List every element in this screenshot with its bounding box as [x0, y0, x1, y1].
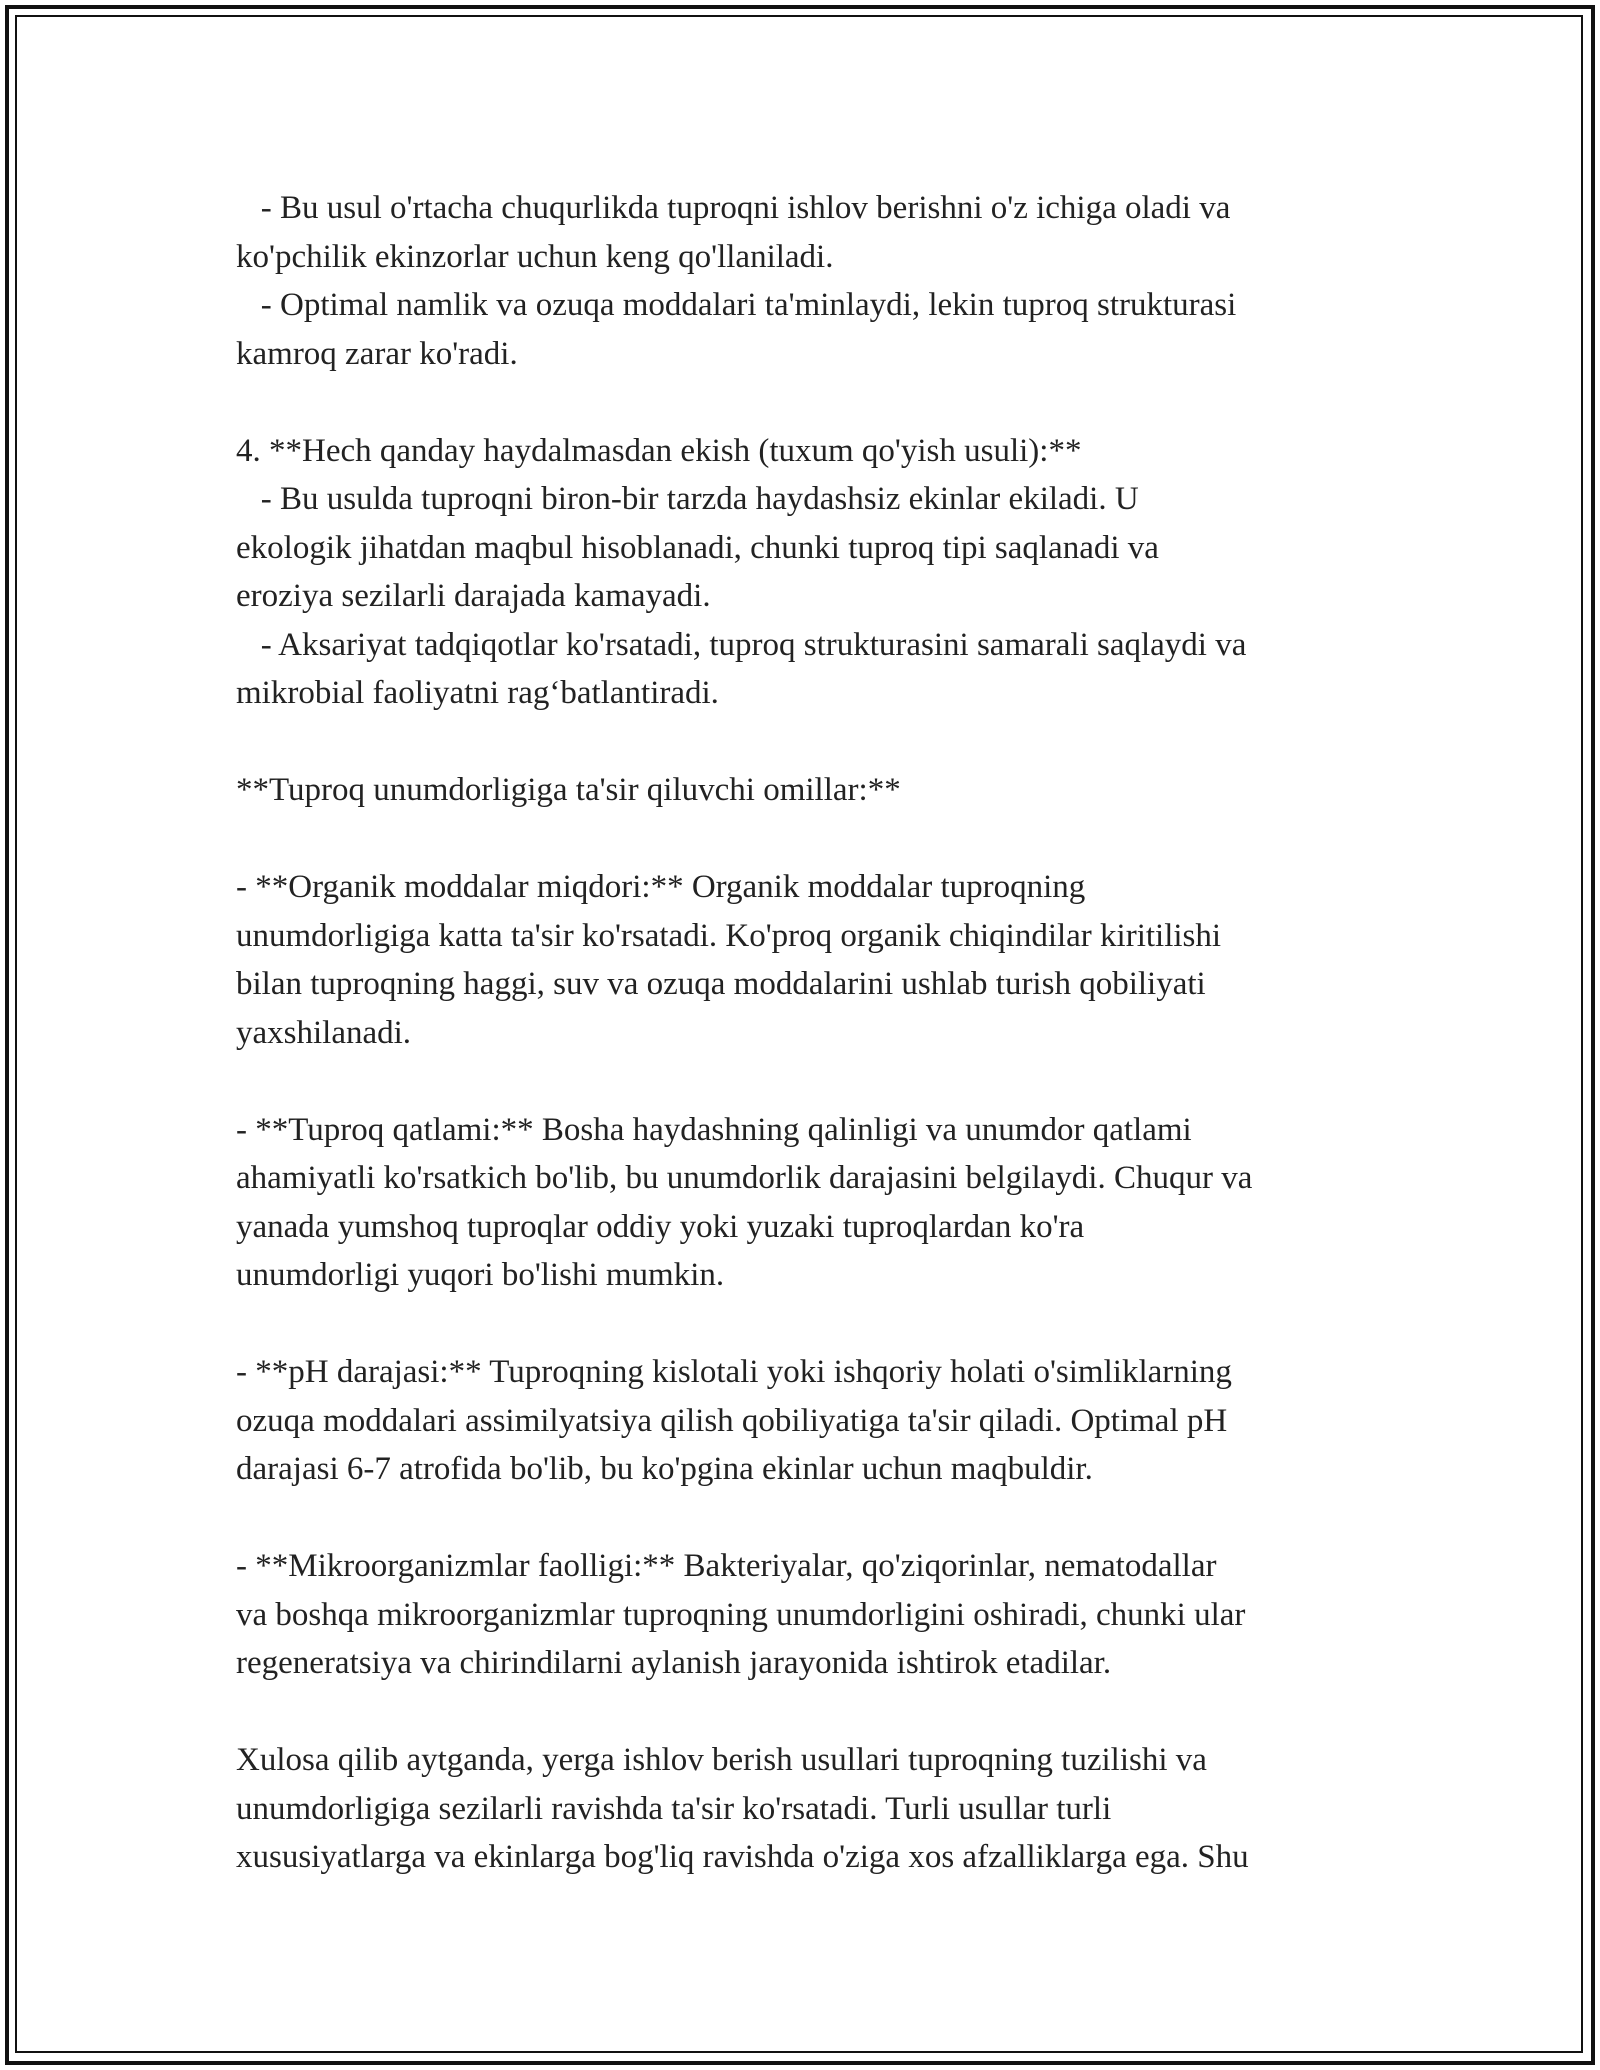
- blank-line: [236, 1494, 1370, 1543]
- text-line: - **Mikroorganizmlar faolligi:** Bakteriyalar, qo'ziqorinlar, nematodallar: [236, 1548, 1217, 1584]
- text-line: - **Organik moddalar miqdori:** Organik moddalar tuproqning: [236, 869, 1086, 905]
- blank-line: [236, 1057, 1370, 1106]
- text-line: va boshqa mikroorganizmlar tuproqning unumdorligini oshiradi, chunki ular: [236, 1596, 1246, 1633]
- text-line: kamroq zarar ko'radi.: [236, 335, 518, 372]
- text-line: mikrobial faoliyatni rag‘batlantiradi.: [236, 675, 719, 711]
- blank-line: [236, 815, 1370, 864]
- blank-line: [236, 1300, 1370, 1349]
- text-line: unumdorligiga sezilarli ravishda ta'sir ko'rsatadi. Turli usullar turli: [236, 1790, 1112, 1827]
- text-line: unumdorligi yuqori bo'lishi mumkin.: [236, 1257, 725, 1293]
- blank-line: [236, 718, 1370, 767]
- text-line: eroziya sezilarli darajada kamayadi.: [236, 578, 711, 614]
- text-line: bilan tuproqning haggi, suv va ozuqa moddalarini ushlab turish qobiliyati: [236, 966, 1206, 1002]
- text-line: yanada yumshoq tuproqlar oddiy yoki yuzaki tuproqlardan ko'ra: [236, 1208, 1085, 1245]
- blank-line: [236, 378, 1370, 427]
- text-line: ozuqa moddalari assimilyatsiya qilish qobiliyatiga ta'sir qiladi. Optimal pH: [236, 1402, 1228, 1439]
- section-heading: 4. **Hech qanday haydalmasdan ekish (tuxum qo'yish usuli):**: [236, 432, 1082, 469]
- text-line: Xulosa qilib aytganda, yerga ishlov berish usullari tuproqning tuzilishi va: [236, 1742, 1207, 1778]
- text-line: ahamiyatli ko'rsatkich bo'lib, bu unumdorlik darajasini belgilaydi. Chuqur va: [236, 1160, 1253, 1196]
- text-line: yaxshilanadi.: [236, 1014, 412, 1051]
- text-line: - **Tuproq qatlami:** Bosha haydashning qalinligi va unumdor qatlami: [236, 1111, 1192, 1148]
- document-body: [236, 184, 1370, 1882]
- section-heading: **Tuproq unumdorligiga ta'sir qiluvchi omillar:**: [236, 772, 901, 808]
- text-line: xususiyatlarga va ekinlarga bog'liq ravishda o'ziga xos afzalliklarga ega. Shu: [236, 1839, 1249, 1875]
- text-line: regeneratsiya va chirindilarni aylanish jarayonida ishtirok etadilar.: [236, 1645, 1112, 1681]
- text-line: ko'pchilik ekinzorlar uchun keng qo'llaniladi.: [236, 238, 834, 275]
- text-line: - Bu usul o'rtacha chuqurlikda tuproqni ishlov berishni o'z ichiga oladi va: [236, 190, 1231, 226]
- text-line: darajasi 6-7 atrofida bo'lib, bu ko'pgina ekinlar uchun maqbuldir.: [236, 1451, 1093, 1487]
- blank-line: [236, 1688, 1370, 1737]
- text-line: - Aksariyat tadqiqotlar ko'rsatadi, tuproq strukturasini samarali saqlaydi va: [236, 626, 1247, 663]
- text-line: - Bu usulda tuproqni biron-bir tarzda haydashsiz ekinlar ekiladi. U: [236, 481, 1139, 517]
- text-line: - Optimal namlik va ozuqa moddalari ta'minlaydi, lekin tuproq strukturasi: [236, 287, 1237, 323]
- text-line: - **pH darajasi:** Tuproqning kislotali yoki ishqoriy holati o'simliklarning: [236, 1354, 1232, 1390]
- text-line: ekologik jihatdan maqbul hisoblanadi, chunki tuproq tipi saqlanadi va: [236, 529, 1159, 566]
- text-line: unumdorligiga katta ta'sir ko'rsatadi. Ko'proq organik chiqindilar kiritilishi: [236, 917, 1222, 954]
